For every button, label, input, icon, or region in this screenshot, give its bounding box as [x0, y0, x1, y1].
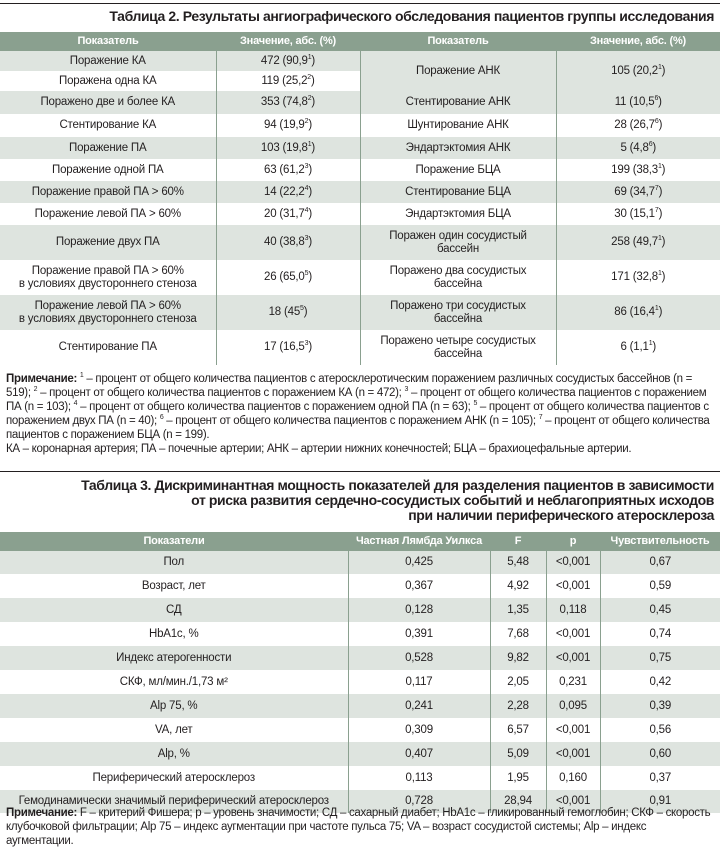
- table2-left-value: 63 (61,2$^3$): [216, 159, 360, 181]
- table3-row-name: Гемодинамически значимый периферический атеросклероз: [0, 790, 348, 813]
- table2-left-value: 20 (31,7$^4$): [216, 203, 360, 225]
- table3-row-sensitivity: 0,75: [600, 646, 720, 670]
- table3-row-p: <0,001: [546, 742, 600, 766]
- table2-right-value: 258 (49,7$^1$): [556, 225, 720, 260]
- table3-row-f: 7,68: [490, 622, 546, 646]
- table3-row-f: 6,57: [490, 718, 546, 742]
- table3-title: Таблица 3. Дискриминантная мощность показателей для разделения пациентов в зависимости от риска развития сердечно-сосудистых событий и неблагоприятных исходов при наличии периферического атеросклероза: [81, 477, 714, 523]
- table2-right-value: 199 (38,3$^1$): [556, 159, 720, 181]
- table2-right-value: 171 (32,8$^1$): [556, 260, 720, 295]
- table2-right-label: Поражен один сосудистый бассейн: [360, 225, 556, 260]
- table3-row-f: 9,82: [490, 646, 546, 670]
- table2-right-label: Поражение АНК: [360, 51, 556, 91]
- table2-right-value: 30 (15,1$^7$): [556, 203, 720, 225]
- table3-row-lambda: 0,128: [348, 598, 490, 622]
- table2-left-label: Поражена одна КА: [0, 71, 216, 91]
- table2-note: Примечание: $^1$ – процент от общего количества пациентов с атеросклеротическим поражением различных сосудистых бассейнов (n = 519); $^2$ – процент от общего количества пациентов с поражением КА (n = 472); $^3$ – процент от общего количества пациентов с поражением ПА (n = 103); $^4$ – процент от общего количества пациентов с поражением одной ПА (n = 63); $^5$ – процент от общего количества пациентов с поражением двух ПА (n = 40); $^6$ – процент от общего количества пациентов с поражением АНК (n = 105); $^7$ – процент от общего количества пациентов с поражением БЦА (n = 199). КА – коронарная артерия; ПА – почечные артерии; АНК – артерии нижних конечностей; БЦА – брахиоцефальные артерии.: [6, 372, 710, 455]
- table3-row-name: Пол: [0, 551, 348, 574]
- table3-row-name: СД: [0, 598, 348, 622]
- table3-row-lambda: 0,407: [348, 742, 490, 766]
- table3-row-p: 0,095: [546, 694, 600, 718]
- table3-row-f: 2,28: [490, 694, 546, 718]
- table3-row-lambda: 0,528: [348, 646, 490, 670]
- table3-note: Примечание: F – критерий Фишера; p – уровень значимости; СД – сахарный диабет; HbA1c – гликированный гемоглобин; СКФ – скорость клубочковой фильтрации; Alp 75 – индекс аугментации при частоте пульса 75; VA – возраст сосудистой системы; Alp – индекс аугментации.: [6, 807, 711, 847]
- table2-right-value: 105 (20,2$^1$): [556, 51, 720, 91]
- table3-row-p: <0,001: [546, 790, 600, 813]
- table2-left-label: Поражение двух ПА: [0, 225, 216, 260]
- table3-row-p: <0,001: [546, 574, 600, 598]
- table2-left-label: Поражение левой ПА > 60%: [0, 203, 216, 225]
- table3-row-p: 0,231: [546, 670, 600, 694]
- table3-row-lambda: 0,391: [348, 622, 490, 646]
- table3-row-sensitivity: 0,45: [600, 598, 720, 622]
- table2-right-value: 86 (16,4$^1$): [556, 295, 720, 330]
- table3-row-p: <0,001: [546, 646, 600, 670]
- table2-left-value: 103 (19,8$^1$): [216, 137, 360, 159]
- table3-row-sensitivity: 0,67: [600, 551, 720, 574]
- table2-right-label: Поражено четыре сосудистых бассейна: [360, 330, 556, 365]
- table3-row-name: Alp, %: [0, 742, 348, 766]
- table2-left-value: 353 (74,8$^2$): [216, 91, 360, 114]
- table3-row-p: <0,001: [546, 718, 600, 742]
- table3-row-p: <0,001: [546, 551, 600, 574]
- table2-right-value: 5 $(4,8^6)$: [556, 137, 720, 159]
- table3-row-lambda: 0,241: [348, 694, 490, 718]
- table3-row-sensitivity: 0,59: [600, 574, 720, 598]
- table3-row-lambda: 0,309: [348, 718, 490, 742]
- table2-left-label: Поражение правой ПА > 60% в условиях двустороннего стеноза: [0, 260, 216, 295]
- table3-row-lambda: 0,367: [348, 574, 490, 598]
- table2-header-value-left: Значение, абс. (%): [216, 32, 360, 51]
- table3-header-sensitivity: Чувствительность: [600, 532, 720, 551]
- table2-right-label: Поражено три сосудистых бассейна: [360, 295, 556, 330]
- table2-left-value: 26 (65,0$^5$): [216, 260, 360, 295]
- table2-left-label: Поражение левой ПА > 60% в условиях двустороннего стеноза: [0, 295, 216, 330]
- table2: [0, 32, 720, 365]
- table3-row-f: 5,48: [490, 551, 546, 574]
- table2-abbreviations: КА – коронарная артерия; ПА – почечные артерии; АНК – артерии нижних конечностей; БЦА – брахиоцефальные артерии.: [6, 443, 632, 455]
- table3-row-lambda: 0,425: [348, 551, 490, 574]
- table2-right-label: Поражено два сосудистых бассейна: [360, 260, 556, 295]
- table3-row-name: Индекс атерогенности: [0, 646, 348, 670]
- table2-left-label: Поражение правой ПА > 60%: [0, 181, 216, 203]
- table2-header-indicator-right: Показатель: [360, 32, 556, 51]
- table3-header-p: p: [546, 532, 600, 551]
- table3-row-f: 28,94: [490, 790, 546, 813]
- table2-left-value: 18 $(45^5)$: [216, 295, 360, 330]
- table3-row-sensitivity: 0,74: [600, 622, 720, 646]
- table3: [0, 532, 720, 813]
- table3-row-f: 4,92: [490, 574, 546, 598]
- table3-row-sensitivity: 0,39: [600, 694, 720, 718]
- table3-row-f: 5,09: [490, 742, 546, 766]
- table3-row-f: 1,35: [490, 598, 546, 622]
- table2-right-value: 6 $(1,1^1)$: [556, 330, 720, 365]
- table3-row-f: 2,05: [490, 670, 546, 694]
- table3-row-sensitivity: 0,91: [600, 790, 720, 813]
- table2-left-value: 17 (16,5$^3$): [216, 330, 360, 365]
- table2-left-value: 40 (38,8$^3$): [216, 225, 360, 260]
- table2-title: Таблица 2. Результаты ангиографического обследования пациентов группы исследования: [109, 8, 714, 24]
- table3-row-name: Периферический атеросклероз: [0, 766, 348, 790]
- table2-left-value: 119 (25,2$^2$): [216, 71, 360, 91]
- table2-left-label: Поражение одной ПА: [0, 159, 216, 181]
- table2-right-value: 28 (26,7$^6$): [556, 114, 720, 137]
- table3-row-sensitivity: 0,56: [600, 718, 720, 742]
- table2-right-label: Стентирование БЦА: [360, 181, 556, 203]
- table3-row-sensitivity: 0,42: [600, 670, 720, 694]
- table3-row-sensitivity: 0,60: [600, 742, 720, 766]
- table2-left-value: 472 (90,9$^1$): [216, 51, 360, 71]
- top-rule: [0, 3, 720, 4]
- table3-row-sensitivity: 0,37: [600, 766, 720, 790]
- table3-row-name: Возраст, лет: [0, 574, 348, 598]
- table3-header-lambda: Частная Лямбда Уилкса: [348, 532, 490, 551]
- table2-left-value: 14 (22,2$^4$): [216, 181, 360, 203]
- table2-right-label: Стентирование АНК: [360, 91, 556, 114]
- table2-left-label: Поражено две и более КА: [0, 91, 216, 114]
- table2-right-label: Шунтирование АНК: [360, 114, 556, 137]
- table3-row-lambda: 0,113: [348, 766, 490, 790]
- table2-right-value: 69 (34,7$^7$): [556, 181, 720, 203]
- table2-left-value: 94 (19,9$^2$): [216, 114, 360, 137]
- table3-header-f: F: [490, 532, 546, 551]
- table3-row-p: 0,160: [546, 766, 600, 790]
- table2-header-indicator-left: Показатель: [0, 32, 216, 51]
- table2-left-label: Стентирование ПА: [0, 330, 216, 365]
- table3-row-p: 0,118: [546, 598, 600, 622]
- table2-right-label: Поражение БЦА: [360, 159, 556, 181]
- table3-row-name: HbA1c, %: [0, 622, 348, 646]
- table2-right-value: 11 (10,5$^6$): [556, 91, 720, 114]
- table3-row-name: СКФ, мл/мин./1,73 м²: [0, 670, 348, 694]
- table3-row-lambda: 0,117: [348, 670, 490, 694]
- table2-right-label: Эндартэктомия БЦА: [360, 203, 556, 225]
- table2-header-value-right: Значение, абс. (%): [556, 32, 720, 51]
- table2-left-label: Поражение ПА: [0, 137, 216, 159]
- table2-left-label: Стентирование КА: [0, 114, 216, 137]
- table2-left-label: Поражение КА: [0, 51, 216, 71]
- middle-rule: [0, 471, 720, 472]
- table3-row-name: Alp 75, %: [0, 694, 348, 718]
- table3-row-name: VA, лет: [0, 718, 348, 742]
- table3-row-lambda: 0,728: [348, 790, 490, 813]
- table3-row-f: 1,95: [490, 766, 546, 790]
- table2-right-label: Эндартэктомия АНК: [360, 137, 556, 159]
- table3-row-p: <0,001: [546, 622, 600, 646]
- table3-header-indicator: Показатели: [0, 532, 348, 551]
